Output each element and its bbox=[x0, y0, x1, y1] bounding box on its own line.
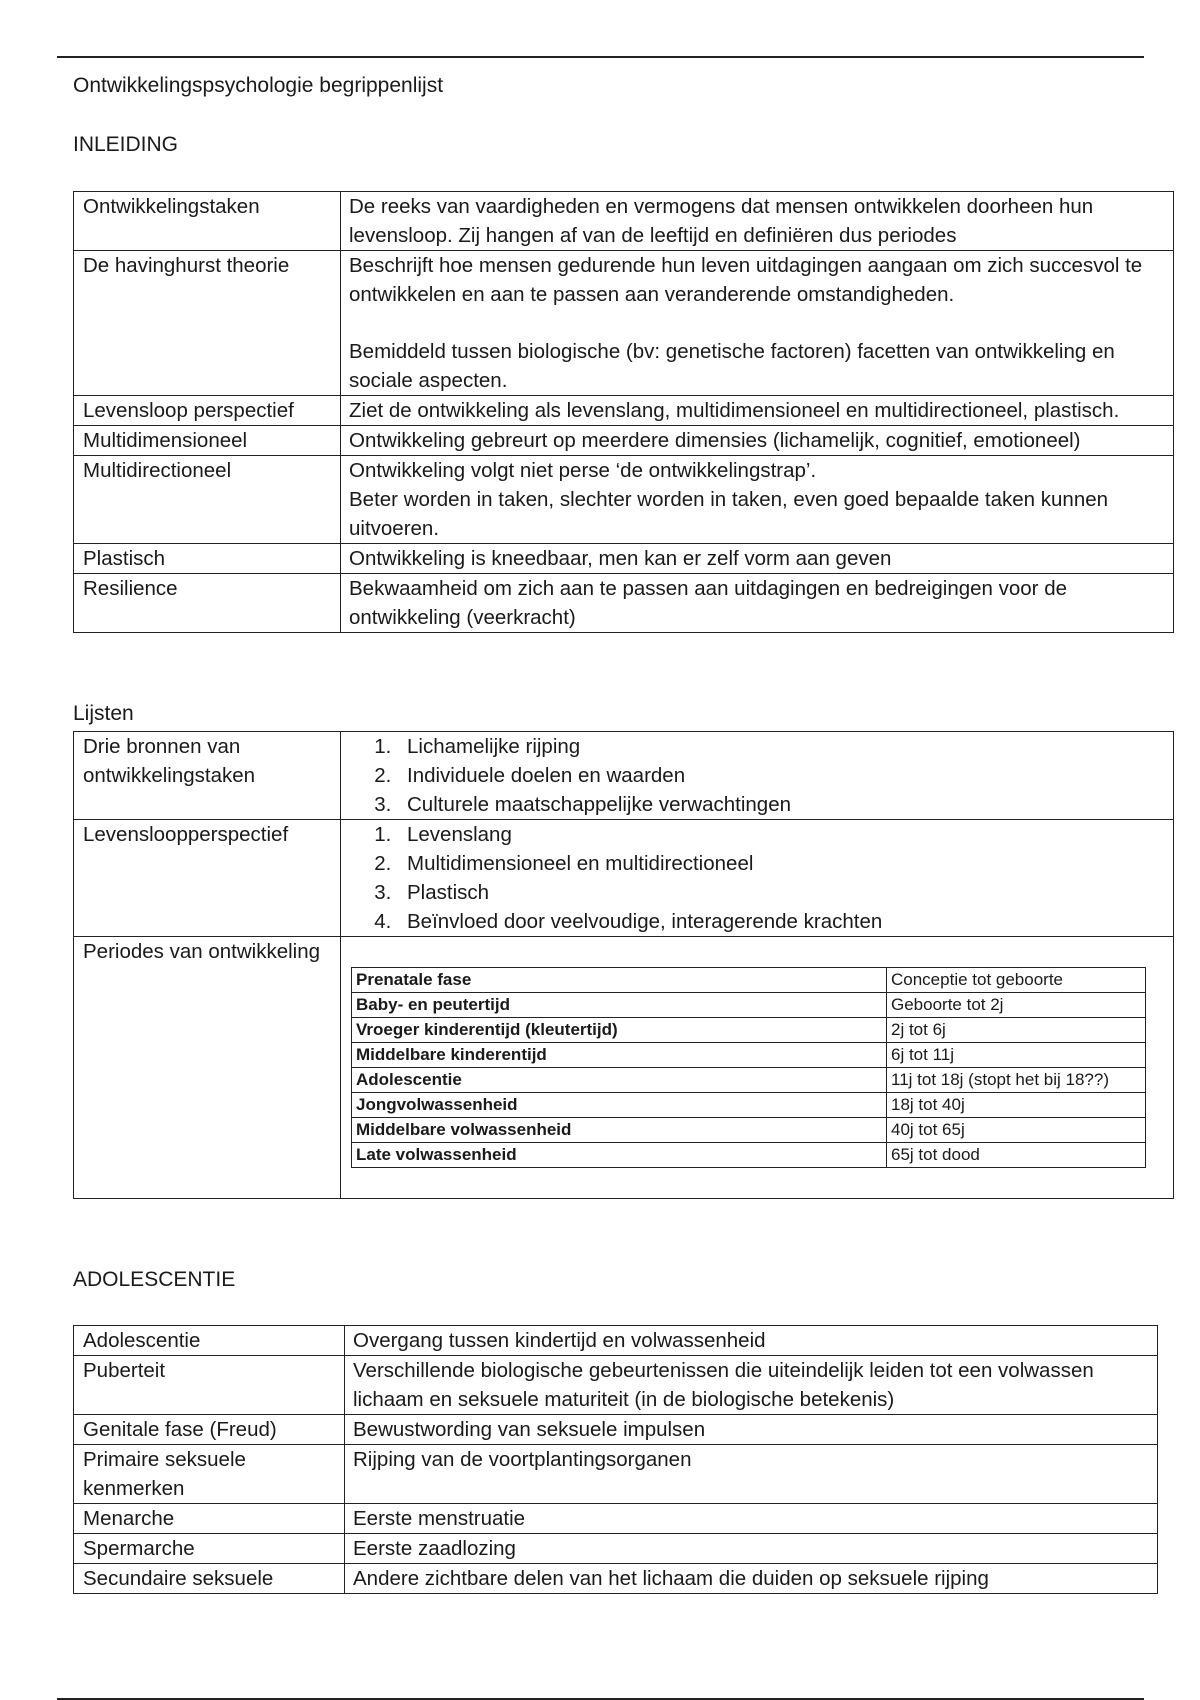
period-row bbox=[352, 993, 1146, 1018]
list-item: 1. Lichamelijke rijping bbox=[397, 732, 1165, 761]
term-cell: Periodes van ontwikkeling bbox=[74, 937, 341, 1199]
definition-cell: Ziet de ontwikkeling als levenslang, multidimensioneel en multidirectioneel, plastisch. bbox=[341, 396, 1174, 426]
definition-cell: Rijping van de voortplantingsorganen bbox=[345, 1445, 1158, 1504]
list-item: 2. Multidimensioneel en multidirectioneel bbox=[397, 849, 1165, 878]
table-row bbox=[74, 574, 1174, 633]
period-row bbox=[352, 1018, 1146, 1043]
definition-cell: Eerste zaadlozing bbox=[345, 1534, 1158, 1564]
section-heading-adolescentie: ADOLESCENTIE bbox=[73, 1268, 236, 1291]
numbered-list bbox=[349, 820, 1165, 936]
list-item: 3. Plastisch bbox=[397, 878, 1165, 907]
table-row bbox=[74, 1445, 1158, 1504]
header-rule bbox=[57, 56, 1144, 58]
period-row bbox=[352, 1068, 1146, 1093]
list-item: 3. Culturele maatschappelijke verwachtingen bbox=[397, 790, 1165, 819]
definition-text: Ontwikkeling volgt niet perse ‘de ontwikkelingstrap’. bbox=[349, 459, 817, 482]
term-cell: Ontwikkelingstaken bbox=[74, 192, 341, 251]
list-item: 4. Beïnvloed door veelvoudige, interagerende krachten bbox=[397, 907, 1165, 936]
document-title: Ontwikkelingspsychologie begrippenlijst bbox=[73, 74, 444, 97]
definition-cell: Overgang tussen kindertijd en volwassenheid bbox=[345, 1326, 1158, 1356]
term-cell: Levensloop perspectief bbox=[74, 396, 341, 426]
term-cell: Resilience bbox=[74, 574, 341, 633]
period-range: 18j tot 40j bbox=[887, 1093, 1146, 1118]
definition-cell: Bekwaamheid om zich aan te passen aan uitdagingen en bedreigingen voor de ontwikkeling (veerkracht) bbox=[341, 574, 1174, 633]
definition-cell bbox=[341, 251, 1174, 396]
period-range: 40j tot 65j bbox=[887, 1118, 1146, 1143]
numbered-list bbox=[349, 732, 1165, 819]
table-row bbox=[74, 192, 1174, 251]
period-name: Vroeger kinderentijd (kleutertijd) bbox=[352, 1018, 887, 1043]
period-name: Middelbare volwassenheid bbox=[352, 1118, 887, 1143]
definition-cell: De reeks van vaardigheden en vermogens dat mensen ontwikkelen doorheen hun levensloop. Zij hangen af van de leeftijd en definiëren dus periodes bbox=[341, 192, 1174, 251]
table-row bbox=[74, 456, 1174, 544]
definition-cell: Bewustwording van seksuele impulsen bbox=[345, 1415, 1158, 1445]
section-heading-lijsten: Lijsten bbox=[73, 702, 134, 725]
table-row bbox=[74, 251, 1174, 396]
definition-cell: Verschillende biologische gebeurtenissen die uiteindelijk leiden tot een volwassen lichaam en seksuele maturiteit (in de biologische betekenis) bbox=[345, 1356, 1158, 1415]
table-row bbox=[74, 732, 1174, 820]
periods-cell bbox=[341, 937, 1174, 1199]
table-row bbox=[74, 1326, 1158, 1356]
term-cell: Multidimensioneel bbox=[74, 426, 341, 456]
period-name: Middelbare kinderentijd bbox=[352, 1043, 887, 1068]
list-cell bbox=[341, 820, 1174, 937]
list-item: 1. Levenslang bbox=[397, 820, 1165, 849]
table-row bbox=[74, 1504, 1158, 1534]
period-row bbox=[352, 1143, 1146, 1168]
period-row bbox=[352, 968, 1146, 993]
table-row bbox=[74, 426, 1174, 456]
term-cell: Puberteit bbox=[74, 1356, 345, 1415]
definition-text: Beschrijft hoe mensen gedurende hun leven uitdagingen aangaan om zich succesvol te ontwikkelen en aan te passen aan veranderende omstandigheden. bbox=[349, 254, 1143, 306]
definition-text: Beter worden in taken, slechter worden in taken, even goed bepaalde taken kunnen uitvoeren. bbox=[349, 488, 1109, 540]
period-row bbox=[352, 1043, 1146, 1068]
term-cell: Primaire seksuele kenmerken bbox=[74, 1445, 345, 1504]
list-cell bbox=[341, 732, 1174, 820]
period-name: Jongvolwassenheid bbox=[352, 1093, 887, 1118]
term-cell: Adolescentie bbox=[74, 1326, 345, 1356]
period-name: Adolescentie bbox=[352, 1068, 887, 1093]
term-cell: Spermarche bbox=[74, 1534, 345, 1564]
period-range: 65j tot dood bbox=[887, 1143, 1146, 1168]
term-cell: Menarche bbox=[74, 1504, 345, 1534]
table-row bbox=[74, 396, 1174, 426]
table-row bbox=[74, 1415, 1158, 1445]
definition-cell: Eerste menstruatie bbox=[345, 1504, 1158, 1534]
adolescentie-table bbox=[73, 1325, 1158, 1594]
term-cell: Plastisch bbox=[74, 544, 341, 574]
definition-cell: Ontwikkeling is kneedbaar, men kan er zelf vorm aan geven bbox=[341, 544, 1174, 574]
period-name: Late volwassenheid bbox=[352, 1143, 887, 1168]
lijsten-table bbox=[73, 731, 1174, 1199]
period-row bbox=[352, 1118, 1146, 1143]
period-range: Conceptie tot geboorte bbox=[887, 968, 1146, 993]
table-row bbox=[74, 1356, 1158, 1415]
period-range: 11j tot 18j (stopt het bij 18??) bbox=[887, 1068, 1146, 1093]
table-row bbox=[74, 820, 1174, 937]
definition-cell: Ontwikkeling gebreurt op meerdere dimensies (lichamelijk, cognitief, emotioneel) bbox=[341, 426, 1174, 456]
period-range: Geboorte tot 2j bbox=[887, 993, 1146, 1018]
list-item: 2. Individuele doelen en waarden bbox=[397, 761, 1165, 790]
period-row bbox=[352, 1093, 1146, 1118]
definition-cell bbox=[341, 456, 1174, 544]
term-cell: Genitale fase (Freud) bbox=[74, 1415, 345, 1445]
table-row bbox=[74, 1564, 1158, 1594]
definition-text: Bemiddeld tussen biologische (bv: genetische factoren) facetten van ontwikkeling en sociale aspecten. bbox=[349, 340, 1115, 392]
term-cell: Levensloopperspectief bbox=[74, 820, 341, 937]
definition-cell: Andere zichtbare delen van het lichaam die duiden op seksuele rijping bbox=[345, 1564, 1158, 1594]
term-cell: Drie bronnen van ontwikkelingstaken bbox=[74, 732, 341, 820]
term-cell: De havinghurst theorie bbox=[74, 251, 341, 396]
term-cell: Secundaire seksuele bbox=[74, 1564, 345, 1594]
table-row bbox=[74, 937, 1174, 1199]
period-name: Baby- en peutertijd bbox=[352, 993, 887, 1018]
table-row bbox=[74, 1534, 1158, 1564]
period-range: 2j tot 6j bbox=[887, 1018, 1146, 1043]
periods-table bbox=[351, 967, 1146, 1168]
term-cell: Multidirectioneel bbox=[74, 456, 341, 544]
section-heading-inleiding: INLEIDING bbox=[73, 133, 179, 156]
inleiding-table bbox=[73, 191, 1174, 633]
period-range: 6j tot 11j bbox=[887, 1043, 1146, 1068]
period-name: Prenatale fase bbox=[352, 968, 887, 993]
table-row bbox=[74, 544, 1174, 574]
